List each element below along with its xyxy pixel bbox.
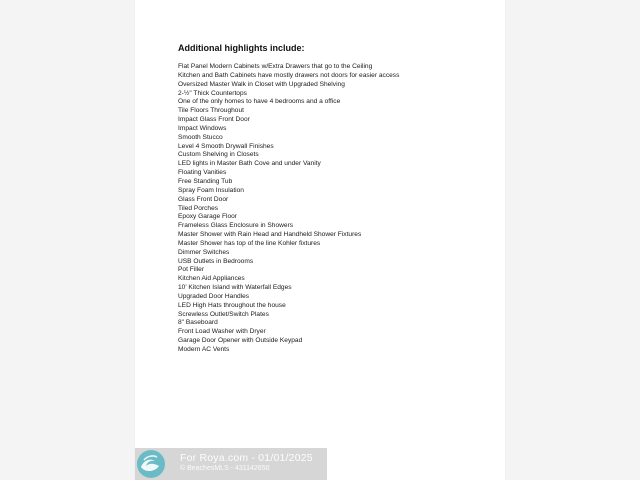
list-item: Screwless Outlet/Switch Plates (178, 310, 269, 318)
list-item: Floating Vanities (178, 169, 227, 177)
list-item: Master Shower has top of the line Kohler fixtures (178, 239, 321, 247)
list-item: 10' Kitchen Island with Waterfall Edges (178, 284, 292, 292)
highlights-list (178, 63, 399, 355)
document-page (135, 0, 505, 480)
watermark-banner (135, 448, 327, 480)
list-item: LED lights in Master Bath Cove and under Vanity (178, 160, 321, 168)
list-item: USB Outlets in Bedrooms (178, 257, 254, 265)
list-item: 8" Baseboard (178, 319, 218, 327)
list-item: Front Load Washer with Dryer (178, 328, 266, 336)
list-item: Glass Front Door (178, 195, 229, 203)
highlights-heading: Additional highlights include: (178, 43, 305, 53)
list-item: Modern AC Vents (178, 346, 230, 353)
list-item: Spray Foam Insulation (178, 186, 244, 194)
list-item: Smooth Stucco (178, 133, 223, 141)
list-item: Master Shower with Rain Head and Handheld Shower Fixtures (178, 231, 362, 239)
watermark-source-text: For Roya.com - 01/01/2025 (180, 452, 313, 464)
list-item: LED High Hats throughout the house (178, 301, 286, 309)
list-item: Upgraded Door Handles (178, 292, 250, 300)
list-item: Flat Panel Modern Cabinets w/Extra Drawers that go to the Ceiling (178, 63, 373, 70)
list-item: Dimmer Switches (178, 248, 230, 256)
list-item: Frameless Glass Enclosure in Showers (178, 222, 294, 230)
list-item: Level 4 Smooth Drywall Finishes (178, 142, 274, 150)
list-item: Pot Filler (178, 266, 205, 274)
list-item: Kitchen and Bath Cabinets have mostly drawers not doors for easier access (178, 71, 400, 79)
roya-wave-logo-icon (135, 448, 167, 480)
list-item: Tile Floors Throughout (178, 107, 244, 115)
list-item: Impact Windows (178, 124, 227, 132)
list-item: Custom Shelving in Closets (178, 151, 259, 159)
list-item: Tiled Porches (178, 204, 219, 212)
list-item: Kitchen Aid Appliances (178, 275, 245, 283)
watermark-copyright-text: © BeachesMLS - 431142650 (180, 465, 270, 472)
list-item: Impact Glass Front Door (178, 116, 250, 124)
list-item: 2-½" Thick Countertops (178, 89, 247, 97)
list-item: Oversized Master Walk in Closet with Upgraded Shelving (178, 80, 345, 88)
list-item: Free Standing Tub (178, 177, 233, 185)
list-item: One of the only homes to have 4 bedrooms and a office (178, 98, 341, 106)
list-item: Garage Door Opener with Outside Keypad (178, 337, 303, 345)
list-item: Epoxy Garage Floor (178, 213, 238, 221)
